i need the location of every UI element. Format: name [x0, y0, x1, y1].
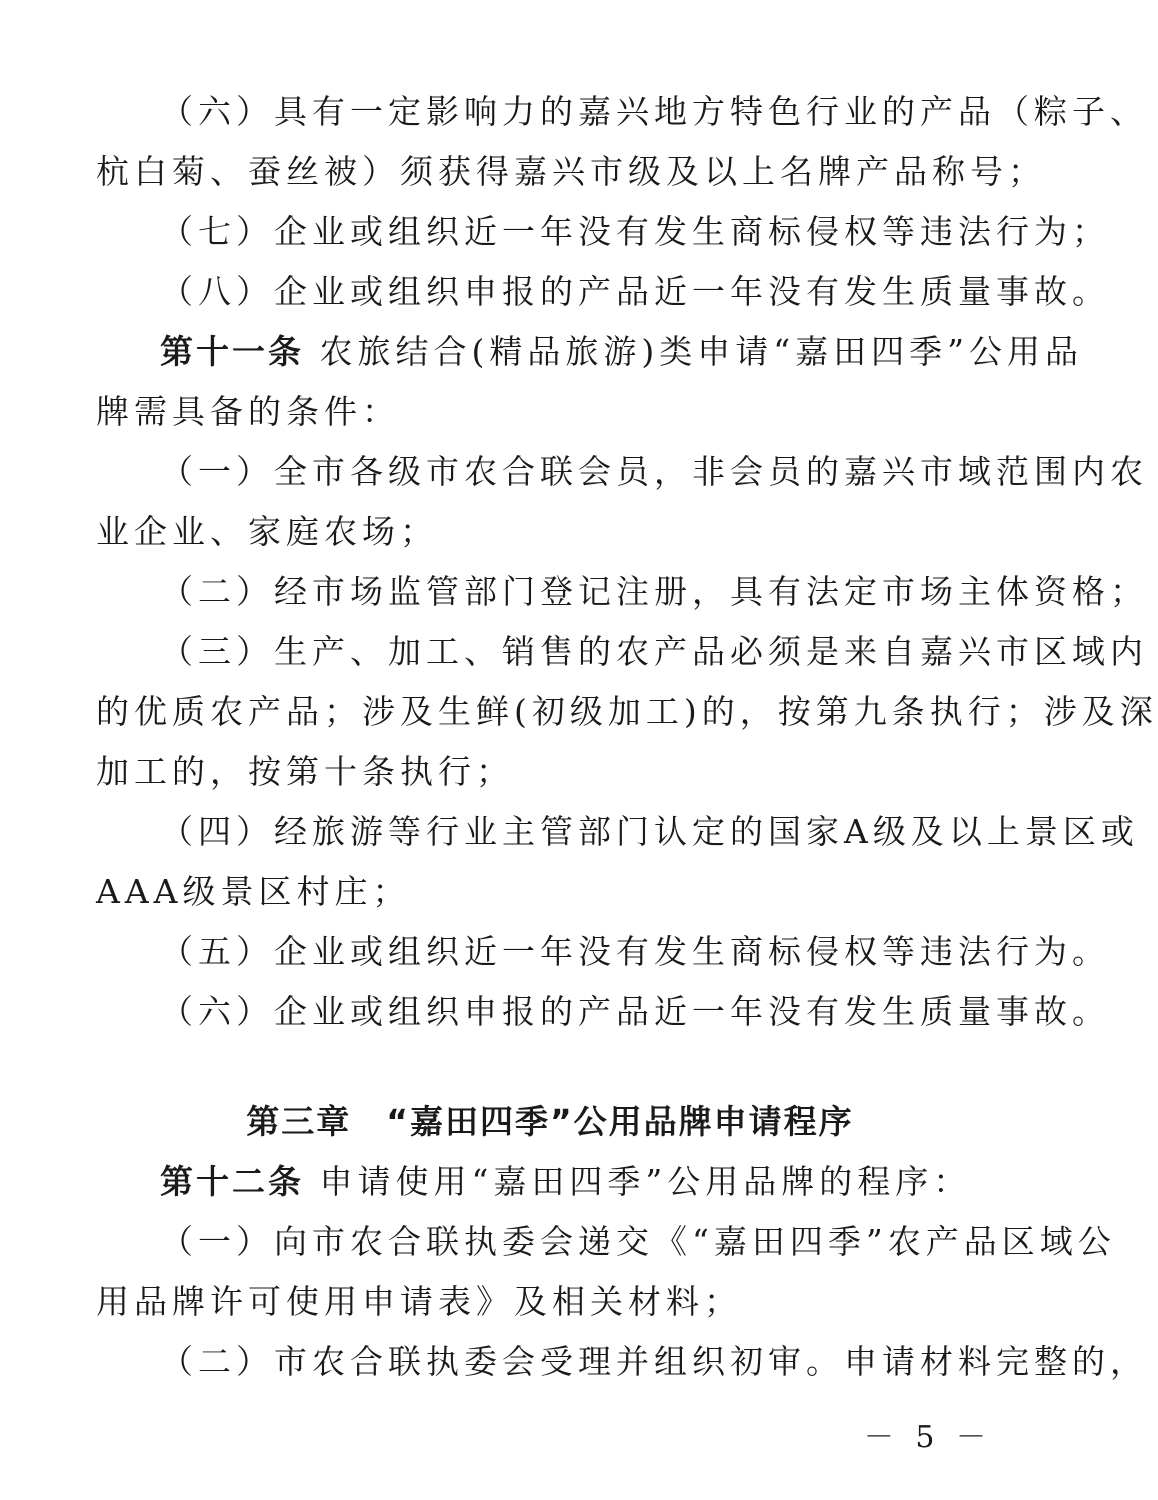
a11-item-3-line-1: （三）生产、加工、销售的农产品必须是来自嘉兴市区域内: [160, 632, 1148, 671]
a11-item-3-line-2: 的优质农产品；涉及生鲜(初级加工)的，按第九条执行；涉及深: [96, 692, 1158, 731]
chapter-3-title: 第三章 “嘉田四季”公用品牌申请程序: [246, 1102, 854, 1141]
article-12-label: 第十二条: [160, 1162, 304, 1201]
article-11-label: 第十一条: [160, 332, 304, 371]
a11-item-5: （五）企业或组织近一年没有发生商标侵权等违法行为。: [160, 932, 1110, 971]
a11-item-4-line-1: （四）经旅游等行业主管部门认定的国家A级及以上景区或: [160, 812, 1139, 851]
article-11-line-1: [160, 332, 1083, 372]
a12-item-1-line-1: （一）向市农合联执委会递交《“嘉田四季”农产品区域公: [160, 1222, 1116, 1261]
a11-item-4-line-2: AAA级景区村庄；: [96, 872, 411, 911]
a11-item-1-line-1: （一）全市各级市农合联会员，非会员的嘉兴市域范围内农: [160, 452, 1148, 491]
item-6-line-1: （六）具有一定影响力的嘉兴地方特色行业的产品（粽子、: [160, 92, 1148, 131]
item-8: （八）企业或组织申报的产品近一年没有发生质量事故。: [160, 272, 1110, 311]
a11-item-2: （二）经市场监管部门登记注册，具有法定市场主体资格；: [160, 572, 1148, 611]
a11-item-1-line-2: 业企业、家庭农场；: [96, 512, 438, 551]
a12-item-2-line-1: （二）市农合联执委会受理并组织初审。申请材料完整的，: [160, 1342, 1148, 1381]
article-12-line-1: [160, 1162, 1006, 1202]
article-11-text: 农旅结合(精品旅游)类申请“嘉田四季”公用品: [319, 332, 1083, 371]
article-12-text: 申请使用“嘉田四季”公用品牌的程序：: [319, 1162, 972, 1201]
article-11-line-2: 牌需具备的条件：: [96, 392, 400, 431]
a11-item-3-line-3: 加工的，按第十条执行；: [96, 752, 514, 791]
item-6-line-2: 杭白菊、蚕丝被）须获得嘉兴市级及以上名牌产品称号；: [96, 152, 1046, 191]
page-number: － 5 －: [863, 1420, 992, 1455]
a11-item-6: （六）企业或组织申报的产品近一年没有发生质量事故。: [160, 992, 1110, 1031]
item-7: （七）企业或组织近一年没有发生商标侵权等违法行为；: [160, 212, 1110, 251]
a12-item-1-line-2: 用品牌许可使用申请表》及相关材料；: [96, 1282, 742, 1321]
